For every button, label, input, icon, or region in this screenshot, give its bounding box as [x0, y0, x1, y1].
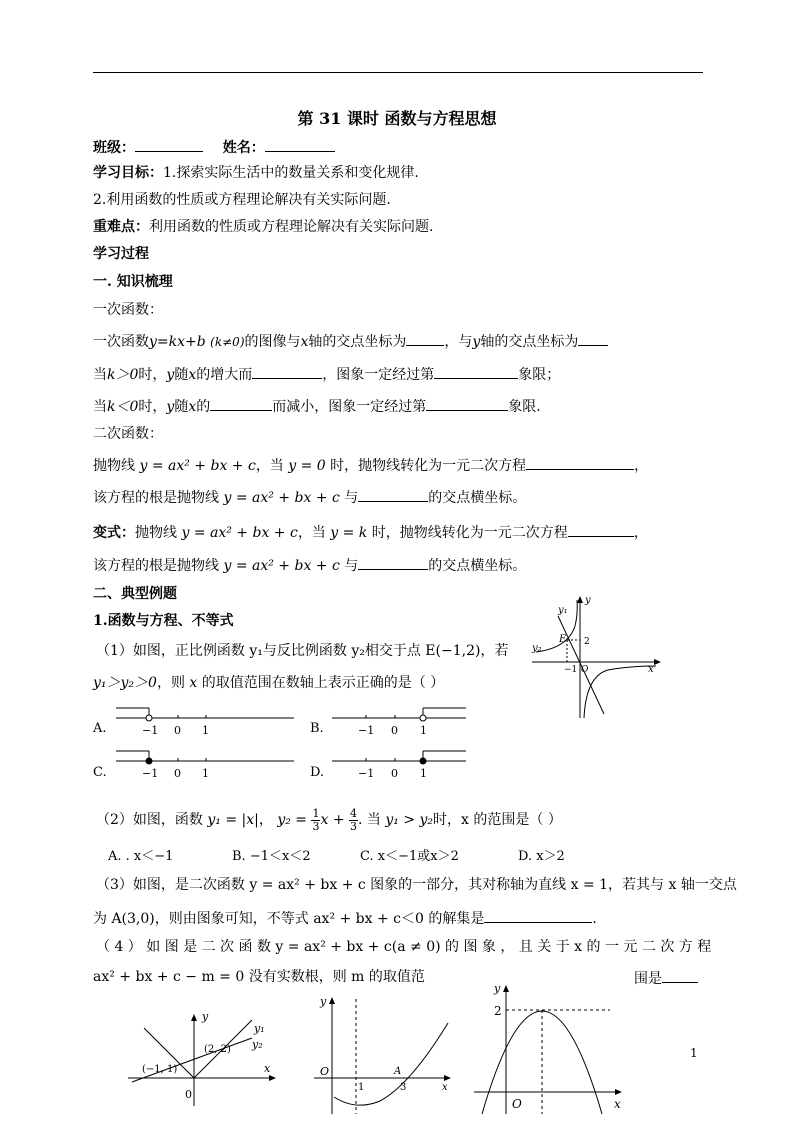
- linear-2c: 时，: [138, 367, 167, 383]
- variant-equation-blank[interactable]: [568, 522, 634, 537]
- q4-2b: 围是: [634, 971, 662, 987]
- figure-1: [528, 596, 663, 722]
- linear-3b: k＜0: [107, 399, 139, 415]
- variant-2c: 的交点横坐标。: [428, 558, 527, 574]
- linear-2b: k＞0: [107, 367, 139, 383]
- nl-c-closed-point: [146, 758, 152, 764]
- fig3-x-label: x: [442, 1082, 448, 1093]
- fig4-o-label: O: [512, 1097, 522, 1111]
- fig4-x-label: x: [614, 1097, 621, 1111]
- fig3-parabola: [334, 1023, 448, 1105]
- linear-2d: y: [166, 367, 175, 383]
- process-heading: 学习过程: [93, 246, 149, 262]
- fig2-p1-label: (−1, 1): [142, 1064, 178, 1075]
- q1-x: x: [189, 675, 198, 691]
- linear-1g: 轴的交点坐标为: [480, 334, 579, 350]
- class-label: 班级：: [93, 140, 135, 156]
- q2-a: （2）如图，函数: [96, 812, 203, 828]
- nl-d-0: 0: [391, 767, 398, 780]
- fig4-y-arrow: [503, 985, 509, 992]
- quad-formula: y = ax² + bx + c: [139, 458, 256, 474]
- fig2-p2-label: (2, 2): [204, 1044, 231, 1055]
- quad-1a: 抛物线: [93, 458, 135, 474]
- section2-heading: 二、典型例题: [93, 586, 177, 602]
- variant-line-2: [93, 555, 526, 575]
- fig2-o-label: 0: [185, 1088, 192, 1101]
- nl-b-m1: −1: [358, 724, 375, 737]
- fig3-y-label: y: [320, 995, 327, 1008]
- variant-1c: y = k: [330, 525, 368, 541]
- fig2-y1-label: y₁: [254, 1022, 265, 1035]
- fig1-e-label: E: [559, 634, 567, 645]
- q2-frac2-den: 3: [350, 819, 357, 833]
- nl-d-1: 1: [420, 767, 427, 780]
- nl-a-m1: −1: [142, 724, 159, 737]
- fig1-m1-label: −1: [564, 665, 578, 675]
- quad-equation-blank[interactable]: [526, 455, 634, 470]
- option-c-label[interactable]: C.: [93, 765, 107, 780]
- q1-line-2: [93, 674, 444, 692]
- figure-2: [122, 1010, 284, 1110]
- q2-d: y₁ > y₂: [385, 812, 434, 828]
- quad-formula-2: y = ax² + bx + c: [223, 490, 340, 506]
- linear-3g: 的: [196, 399, 211, 415]
- linear-3i: 象限.: [508, 399, 541, 415]
- header-rule: [93, 72, 703, 73]
- variant-formula-2: y = ax² + bx + c: [223, 558, 340, 574]
- variant-line-1: 变式：抛物线 y = ax² + bx + c，当 y = k 时，抛物线转化为一元二次方程 ，: [93, 522, 648, 542]
- linear-1e: ，与: [444, 334, 473, 350]
- variant-2b: 与: [344, 558, 359, 574]
- fig4-parabola: [482, 1011, 602, 1114]
- nl-a-0: 0: [174, 724, 181, 737]
- q4-line-2: ax² + bx + c − m = 0 没有实数根，则 m 的取值范: [93, 969, 425, 985]
- page-number: 1: [690, 1046, 698, 1060]
- nl-c-1: 1: [202, 767, 209, 780]
- nl-d-closed-point: [420, 758, 426, 764]
- nl-d-m1: −1: [358, 767, 375, 780]
- nl-b-0: 0: [391, 724, 398, 737]
- option-b-label[interactable]: B.: [310, 721, 324, 736]
- q1-2b: ，则: [156, 675, 185, 691]
- quad-heading: 二次函数：: [93, 426, 163, 442]
- fig4-x-arrow: [615, 1089, 622, 1095]
- name-label: 姓名：: [222, 140, 265, 156]
- linear-1a: 一次函数: [93, 334, 149, 350]
- nl-b-open-point: [420, 715, 426, 721]
- fig3-o-label: O: [320, 1065, 330, 1078]
- linear-2h: ，图象一定经过第: [322, 367, 435, 383]
- q2-option-a[interactable]: A. . x＜−1: [108, 849, 174, 864]
- fig1-o-label: O: [581, 665, 589, 675]
- q2-y2: y₂ =: [277, 812, 308, 828]
- q3-2a: 为 A(3,0)，则由图象可知，不等式 ax² + bx + c＜0 的解集是: [93, 911, 485, 927]
- k-pos-quadrant-blank[interactable]: [434, 364, 518, 379]
- linear-line-1: [93, 331, 608, 351]
- quad-1c: y = 0: [288, 458, 326, 474]
- linear-3d: y: [166, 399, 175, 415]
- linear-line-3: [93, 396, 541, 416]
- nl-c-0: 0: [174, 767, 181, 780]
- fig2-y2-label: y₂: [252, 1038, 263, 1051]
- goal-label: 学习目标：: [93, 165, 163, 181]
- quad-1b: ，当: [255, 458, 284, 474]
- fig1-y-arrow: [577, 596, 583, 603]
- option-d-label[interactable]: D.: [310, 765, 325, 780]
- fig2-y-label: y: [202, 1010, 209, 1023]
- linear-line-2: [93, 364, 560, 384]
- linear-1d: 轴的交点坐标为: [308, 334, 407, 350]
- class-blank[interactable]: [135, 137, 203, 152]
- fig1-x-arrow: [654, 659, 661, 665]
- y-intercept-blank[interactable]: [578, 331, 608, 346]
- variant-2a: 该方程的根是抛物线: [93, 558, 219, 574]
- fig4-two-label: 2: [494, 1004, 502, 1018]
- goal-2: 2.利用函数的性质或方程理论解决有关实际问题.: [93, 192, 391, 208]
- linear-3e: 随: [174, 399, 189, 415]
- quad-line-2: [93, 487, 526, 507]
- quad-line-1: 抛物线 y = ax² + bx + c，当 y = 0 时，抛物线转化为一元二次方程 ，: [93, 455, 648, 475]
- linear-1f: y: [472, 334, 481, 350]
- quad-2b: 与: [344, 490, 359, 506]
- fig3-three-label: 3: [400, 1082, 407, 1093]
- fig1-y1-label: y₁: [558, 605, 568, 616]
- quad-2c: 的交点横坐标。: [428, 490, 527, 506]
- variant-1b: ，当: [297, 525, 326, 541]
- q1-question: 的取值范围在数轴上表示正确的是（ ）: [201, 675, 445, 691]
- linear-2e: 随: [174, 367, 189, 383]
- q1-condition: y₁＞y₂＞0: [93, 675, 157, 691]
- number-line-d[interactable]: [328, 743, 470, 783]
- option-a-label[interactable]: A.: [93, 721, 107, 736]
- x-intercept-blank[interactable]: [406, 331, 444, 346]
- name-blank[interactable]: [265, 137, 335, 152]
- fig2-y-arrow: [191, 1014, 197, 1021]
- linear-3c: 时，: [138, 399, 167, 415]
- linear-cond: (k≠0): [210, 335, 245, 349]
- k-neg-quadrant-blank[interactable]: [426, 396, 508, 411]
- nl-a-1: 1: [202, 724, 209, 737]
- q2-y1: y₁ = |x|: [207, 812, 259, 828]
- fig3-y-arrow: [329, 997, 335, 1004]
- nl-b-1: 1: [420, 724, 427, 737]
- fig2-x-arrow: [269, 1075, 276, 1081]
- q2-frac2-num: 4: [350, 806, 357, 820]
- number-line-b[interactable]: [328, 700, 470, 740]
- q4-line-1: （ 4 ） 如 图 是 二 次 函 数 y = ax² + bx + c(a ≠ 0) 的 图 象 ， 且 关 于 x 的 一 元 二 次 方 程: [96, 939, 712, 955]
- q2-option-b[interactable]: B. −1＜x＜2: [232, 849, 311, 864]
- variant-formula: y = ax² + bx + c: [181, 525, 298, 541]
- linear-1b: 的图像与: [244, 334, 301, 350]
- q3-line-2: [93, 908, 597, 928]
- linear-2f: x: [188, 367, 197, 383]
- number-line-a[interactable]: [112, 700, 298, 740]
- fig1-y2-label: y₂: [532, 643, 542, 654]
- q4-line-2-end: [634, 968, 698, 988]
- variant-label: 变式：: [93, 525, 135, 541]
- linear-3f: x: [188, 399, 197, 415]
- variant-1d: 时，抛物线转化为一元二次方程: [371, 525, 568, 541]
- number-line-c[interactable]: [112, 743, 298, 783]
- linear-1c: x: [300, 334, 309, 350]
- fig1-two-label: 2: [584, 637, 590, 647]
- q3-line-1: （3）如图，是二次函数 y = ax² + bx + c 图象的一部分，其对称轴为直线 x = 1，若其与 x 轴一交点: [96, 877, 737, 893]
- variant-intersect-blank[interactable]: [358, 555, 428, 570]
- q2-b: ，: [258, 812, 273, 828]
- figure-4: [470, 980, 630, 1118]
- goal-1: 1.探索实际生活中的数量关系和变化规律.: [163, 165, 419, 181]
- class-name-row: [93, 137, 335, 157]
- section1-heading: 一. 知识梳理: [93, 274, 173, 290]
- quad-intersect-blank[interactable]: [358, 487, 428, 502]
- linear-2a: 当: [93, 367, 107, 383]
- fig2-x-label: x: [264, 1062, 271, 1075]
- page-title: 第 31 课时 函数与方程思想: [297, 109, 497, 128]
- quad-1d: 时，抛物线转化为一元二次方程: [330, 458, 527, 474]
- q2-option-d[interactable]: D. x＞2: [518, 849, 565, 864]
- nl-a-open-point: [146, 715, 152, 721]
- q2-question: 时，x 的范围是（ ）: [433, 812, 562, 828]
- q1-line-1: （1）如图，正比例函数 y₁与反比例函数 y₂相交于点 E(−1,2)，若: [96, 643, 509, 659]
- q2-x: x +: [320, 812, 345, 828]
- fig3-one-label: 1: [358, 1082, 365, 1093]
- q4-answer-blank[interactable]: [662, 968, 698, 983]
- nl-c-m1: −1: [142, 767, 159, 780]
- fig1-y-label: y: [585, 596, 591, 606]
- q3-answer-blank[interactable]: [484, 908, 592, 923]
- fig1-hyperbola-right: [584, 666, 656, 718]
- linear-3h: 而减小，图象一定经过第: [272, 399, 427, 415]
- q2-line: [96, 805, 562, 835]
- quad-2a: 该方程的根是抛物线: [93, 490, 219, 506]
- k-pos-trend-blank[interactable]: [252, 364, 322, 379]
- linear-formula: y=kx+b: [149, 334, 206, 350]
- linear-2g: 的增大而: [196, 367, 253, 383]
- fig4-y-label: y: [494, 982, 501, 995]
- variant-1a: 抛物线: [135, 525, 177, 541]
- key-text: 利用函数的性质或方程理论解决有关实际问题.: [149, 219, 434, 235]
- k-neg-trend-blank[interactable]: [210, 396, 272, 411]
- q2-frac1-den: 3: [312, 819, 320, 833]
- fig3-x-arrow: [444, 1075, 451, 1081]
- fig1-x-label: x: [648, 664, 654, 675]
- goal-row: [93, 164, 419, 182]
- q3-2b: .: [592, 911, 597, 927]
- linear-3a: 当: [93, 399, 107, 415]
- q2-frac2: [349, 808, 358, 833]
- figure-3: [310, 993, 460, 1118]
- q2-c: . 当: [358, 812, 381, 828]
- key-label: 重难点：: [93, 219, 149, 235]
- linear-heading: 一次函数：: [93, 302, 163, 318]
- key-row: [93, 218, 433, 236]
- linear-2i: 象限；: [518, 367, 561, 383]
- q2-frac1-num: 1: [312, 806, 320, 820]
- q2-option-c[interactable]: C. x＜−1或x＞2: [360, 849, 459, 864]
- fig3-a-label: A: [394, 1066, 402, 1077]
- sub1-heading: 1.函数与方程、不等式: [93, 613, 234, 629]
